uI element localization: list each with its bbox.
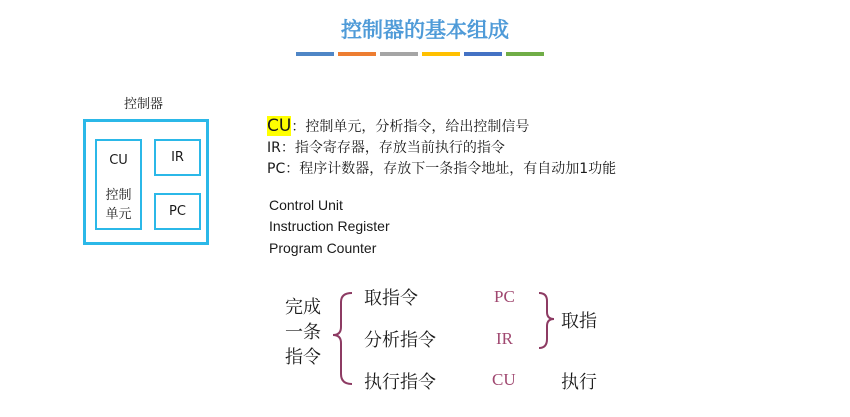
definition-abbr: CU	[267, 116, 292, 136]
cu-box-sublabel-line2: 单元	[105, 207, 132, 222]
step-reg-cu: CU	[492, 370, 516, 389]
english-ir: Instruction Register	[269, 218, 390, 234]
cu-box-sublabel-line1: 控制	[105, 188, 132, 203]
step-reg-pc: PC	[494, 287, 515, 306]
step-execute: 执行指令	[364, 372, 436, 393]
definition-text: ：程序计数器，存放下一条指令地址，有自动加1功能	[285, 161, 617, 177]
definition-abbr: PC	[267, 161, 286, 177]
definition-text: ：控制单元，分析指令，给出控制信号	[291, 119, 530, 135]
pc-box: PC	[154, 193, 201, 230]
page-title: 控制器的基本组成	[341, 18, 509, 42]
definition-abbr: IR	[267, 140, 281, 156]
execute-phase-label: 执行	[561, 372, 597, 393]
fetch-phase-label: 取指	[561, 311, 597, 332]
step-decode: 分析指令	[364, 330, 436, 351]
process-left-label-line: 指令	[285, 347, 321, 368]
right-brace	[539, 293, 554, 348]
english-pc: Program Counter	[269, 240, 377, 256]
process-left-label-line: 一条	[285, 322, 321, 343]
english-cu: Control Unit	[269, 197, 343, 213]
ir-box: IR	[154, 139, 201, 176]
step-reg-ir: IR	[496, 329, 513, 348]
step-fetch: 取指令	[364, 288, 418, 309]
definition-text: ：指令寄存器，存放当前执行的指令	[280, 140, 505, 156]
cu-box-label: CU	[109, 153, 128, 168]
controller-label: 控制器	[124, 97, 164, 112]
left-brace	[333, 293, 352, 384]
process-left-label-line: 完成	[285, 297, 321, 318]
